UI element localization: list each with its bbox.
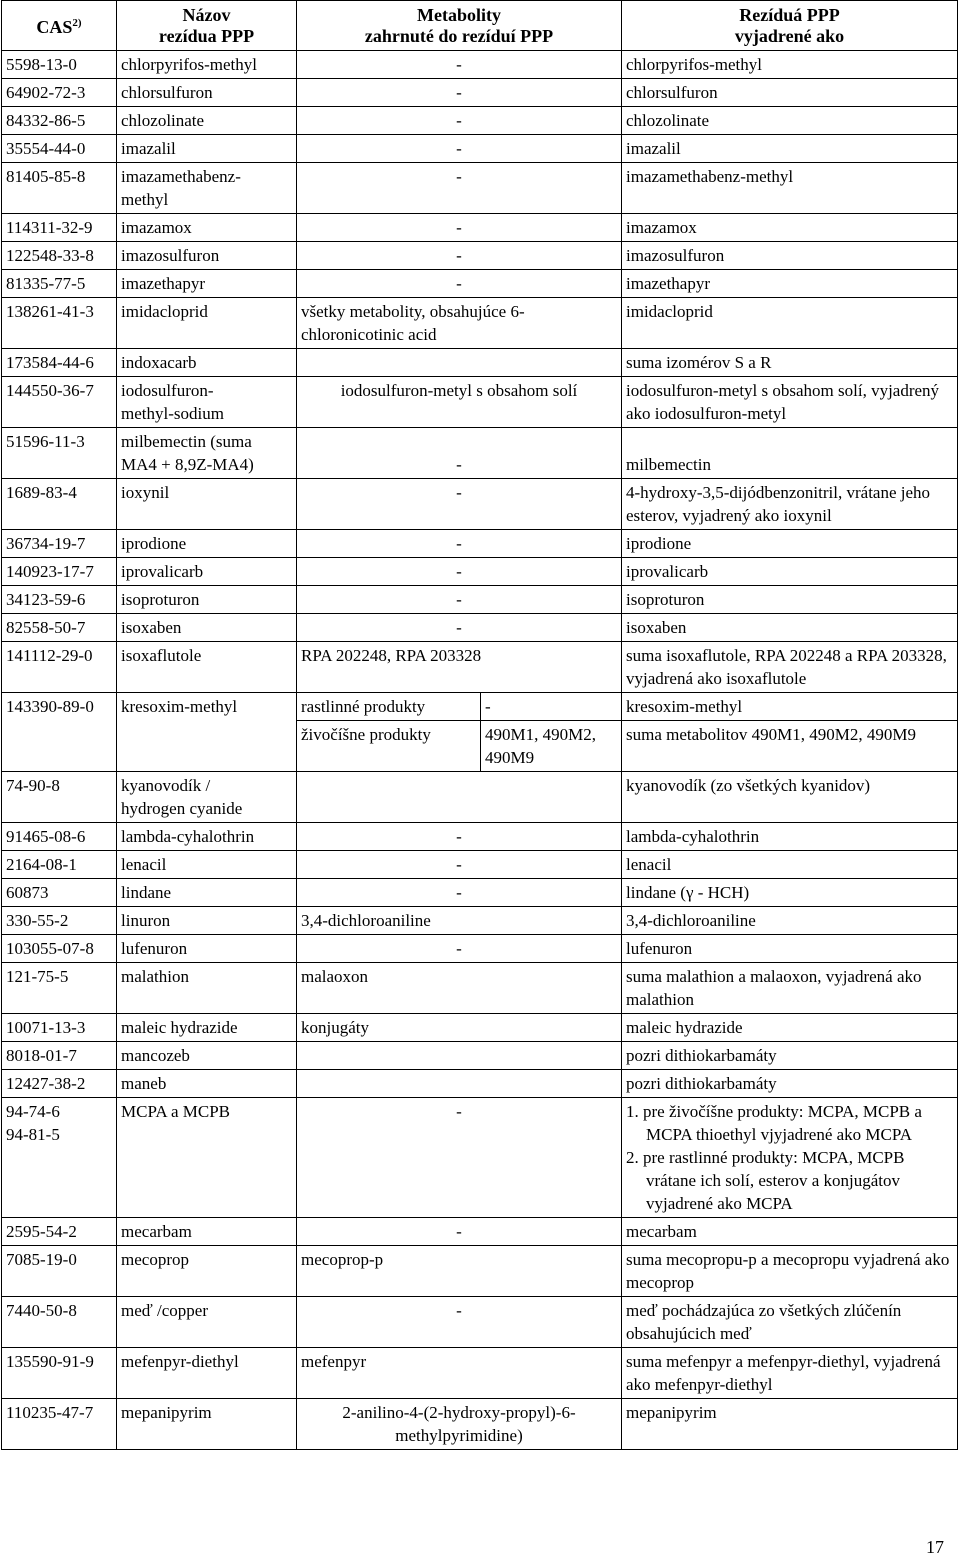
metabolite-cell: konjugáty [297, 1014, 622, 1042]
residue-cell: chlorsulfuron [622, 79, 958, 107]
name-cell: mecarbam [117, 1218, 297, 1246]
name-cell: MCPA a MCPB [117, 1098, 297, 1218]
table-row [2, 349, 958, 377]
metabolite-cell: - [297, 1218, 622, 1246]
metabolite-cell: mecoprop-p [297, 1246, 622, 1297]
header-residue: Rezíduá PPP vyjadrené ako [622, 1, 958, 51]
table-row [2, 772, 958, 823]
metabolite-cell: - [297, 1297, 622, 1348]
residue-cell: lambda-cyhalothrin [622, 823, 958, 851]
name-cell: iprodione [117, 530, 297, 558]
cas-cell: 110235-47-7 [2, 1399, 117, 1450]
residue-cell: imidacloprid [622, 298, 958, 349]
header-name: Názov rezídua PPP [117, 1, 297, 51]
name-cell: imazamethabenz-methyl [117, 163, 297, 214]
residue-cell: meď pochádzajúca zo všetkých zlúčenín obsahujúcich meď [622, 1297, 958, 1348]
cas-cell: 91465-08-6 [2, 823, 117, 851]
cas-cell: 74-90-8 [2, 772, 117, 823]
metabolite-cell: - [297, 879, 622, 907]
table-row [2, 558, 958, 586]
residue-cell: suma isoxaflutole, RPA 202248 a RPA 203328, vyjadrená ako isoxaflutole [622, 642, 958, 693]
residue-cell: maleic hydrazide [622, 1014, 958, 1042]
name-cell: imazamox [117, 214, 297, 242]
residue-cell: suma izomérov S a R [622, 349, 958, 377]
name-cell: lambda-cyhalothrin [117, 823, 297, 851]
cas-cell: 173584-44-6 [2, 349, 117, 377]
name-cell: ioxynil [117, 479, 297, 530]
cas-cell: 10071-13-3 [2, 1014, 117, 1042]
table-row [2, 907, 958, 935]
metabolite-cell: - [297, 1098, 622, 1218]
table-row [2, 1246, 958, 1297]
name-cell: lindane [117, 879, 297, 907]
residue-cell: pozri dithiokarbamáty [622, 1042, 958, 1070]
table-row [2, 51, 958, 79]
cas-cell: 12427-38-2 [2, 1070, 117, 1098]
cas-line: 94-74-6 [6, 1102, 60, 1121]
metabolite-cell: 2-anilino-4-(2-hydroxy-propyl)-6-methylpyrimidine) [297, 1399, 622, 1450]
name-cell: maneb [117, 1070, 297, 1098]
cas-cell: 144550-36-7 [2, 377, 117, 428]
cas-cell: 114311-32-9 [2, 214, 117, 242]
name-cell: meď /copper [117, 1297, 297, 1348]
metabolite-subgroup-label: rastlinné produkty [297, 693, 481, 720]
residue-cell: mecarbam [622, 1218, 958, 1246]
page-number: 17 [926, 1537, 944, 1557]
cas-line: 94-81-5 [6, 1125, 60, 1144]
table-row [2, 963, 958, 1014]
cas-cell: 60873 [2, 879, 117, 907]
residue-cell: suma malathion a malaoxon, vyjadrená ako malathion [622, 963, 958, 1014]
residue-cell: imazosulfuron [622, 242, 958, 270]
residue-cell: milbemectin [622, 428, 958, 479]
metabolite-subgroup-value: 490M1, 490M2, 490M9 [485, 725, 596, 767]
table-row [2, 479, 958, 530]
metabolite-cell: - [297, 558, 622, 586]
residue-cell: suma mefenpyr a mefenpyr-diethyl, vyjadrená ako mefenpyr-diethyl [622, 1348, 958, 1399]
name-cell: imazosulfuron [117, 242, 297, 270]
table-row [2, 1070, 958, 1098]
name-cell: kyanovodík / hydrogen cyanide [117, 772, 297, 823]
metabolite-cell: - [297, 586, 622, 614]
residue-cell: lindane (γ - HCH) [622, 879, 958, 907]
name-cell: lufenuron [117, 935, 297, 963]
name-cell: linuron [117, 907, 297, 935]
table-row [2, 242, 958, 270]
name-cell: chlozolinate [117, 107, 297, 135]
name-cell: iprovalicarb [117, 558, 297, 586]
name-cell: iodosulfuron-methyl-sodium [117, 377, 297, 428]
name-cell: lenacil [117, 851, 297, 879]
name-cell: indoxacarb [117, 349, 297, 377]
table-row [2, 530, 958, 558]
cas-cell: 64902-72-3 [2, 79, 117, 107]
metabolite-cell: - [297, 851, 622, 879]
metabolite-cell: - [297, 823, 622, 851]
name-cell: chlorpyrifos-methyl [117, 51, 297, 79]
residue-cell: iprodione [622, 530, 958, 558]
metabolite-cell: - [297, 270, 622, 298]
metabolite-cell: mefenpyr [297, 1348, 622, 1399]
cas-cell: 1689-83-4 [2, 479, 117, 530]
cas-cell: 36734-19-7 [2, 530, 117, 558]
cas-cell: 7440-50-8 [2, 1297, 117, 1348]
header-metabolites: Metabolity zahrnuté do rezíduí PPP [297, 1, 622, 51]
table-row [2, 614, 958, 642]
table-row [2, 935, 958, 963]
residue-cell: chlozolinate [622, 107, 958, 135]
name-cell: malathion [117, 963, 297, 1014]
table-row [2, 642, 958, 693]
table-row [2, 1014, 958, 1042]
residue-item-1: 1. pre živočíšne produkty: MCPA, MCPB a MCPA thioethyl vjyjadrené ako MCPA [626, 1102, 922, 1144]
table-row [2, 1042, 958, 1070]
residue-cell: 4-hydroxy-3,5-dijódbenzonitril, vrátane jeho esterov, vyjadrený ako ioxynil [622, 479, 958, 530]
residue-cell: isoxaben [622, 614, 958, 642]
residue-cell: lenacil [622, 851, 958, 879]
residue-cell: lufenuron [622, 935, 958, 963]
residue-line: suma metabolitov 490M1, 490M2, 490M9 [626, 725, 916, 744]
residue-cell: mepanipyrim [622, 1399, 958, 1450]
cas-cell: 34123-59-6 [2, 586, 117, 614]
table-row [2, 823, 958, 851]
cas-cell: 7085-19-0 [2, 1246, 117, 1297]
metabolite-cell [297, 772, 622, 823]
cas-cell [2, 1098, 117, 1218]
metabolite-subgroup-value: - [485, 697, 491, 716]
cas-cell: 81335-77-5 [2, 270, 117, 298]
header-cas: CAS$^{2)}$ [2, 1, 117, 51]
metabolite-cell: - [297, 614, 622, 642]
table-row [2, 879, 958, 907]
cas-cell: 135590-91-9 [2, 1348, 117, 1399]
table-row [2, 693, 958, 772]
residue-cell: chlorpyrifos-methyl [622, 51, 958, 79]
cas-cell: 82558-50-7 [2, 614, 117, 642]
metabolite-cell: - [297, 79, 622, 107]
residue-cell: imazethapyr [622, 270, 958, 298]
name-cell: imazethapyr [117, 270, 297, 298]
name-cell: isoproturon [117, 586, 297, 614]
table-row [2, 851, 958, 879]
name-cell: imazalil [117, 135, 297, 163]
cas-cell: 51596-11-3 [2, 428, 117, 479]
table-row [2, 1399, 958, 1450]
cas-cell: 8018-01-7 [2, 1042, 117, 1070]
table-row [2, 1218, 958, 1246]
residue-cell: 3,4-dichloroaniline [622, 907, 958, 935]
metabolite-cell: - [297, 163, 622, 214]
residue-table [1, 0, 958, 1450]
name-cell: maleic hydrazide [117, 1014, 297, 1042]
table-row [2, 1297, 958, 1348]
residue-cell: suma mecopropu-p a mecopropu vyjadrená ako mecoprop [622, 1246, 958, 1297]
metabolite-cell: - [297, 935, 622, 963]
table-row [2, 586, 958, 614]
name-cell: imidacloprid [117, 298, 297, 349]
table-row [2, 79, 958, 107]
table-row [2, 1098, 958, 1218]
residue-cell: iprovalicarb [622, 558, 958, 586]
name-cell: mepanipyrim [117, 1399, 297, 1450]
name-cell: mefenpyr-diethyl [117, 1348, 297, 1399]
cas-cell: 330-55-2 [2, 907, 117, 935]
cas-cell: 81405-85-8 [2, 163, 117, 214]
cas-cell: 143390-89-0 [2, 693, 117, 772]
table-row [2, 377, 958, 428]
residue-cell: pozri dithiokarbamáty [622, 1070, 958, 1098]
metabolite-cell: - [297, 135, 622, 163]
residue-cell: imazamox [622, 214, 958, 242]
name-cell: mancozeb [117, 1042, 297, 1070]
metabolite-cell: - [297, 51, 622, 79]
metabolite-cell: - [297, 479, 622, 530]
residue-cell: imazamethabenz-methyl [622, 163, 958, 214]
residue-cell [622, 1098, 958, 1218]
table-row [2, 1348, 958, 1399]
metabolite-cell: - [297, 428, 622, 479]
table-row [2, 298, 958, 349]
metabolite-cell: - [297, 242, 622, 270]
cas-cell: 2595-54-2 [2, 1218, 117, 1246]
cas-cell: 103055-07-8 [2, 935, 117, 963]
residue-cell: kyanovodík (zo všetkých kyanidov) [622, 772, 958, 823]
table-row [2, 428, 958, 479]
name-cell: chlorsulfuron [117, 79, 297, 107]
metabolite-cell [297, 693, 622, 772]
metabolite-cell: - [297, 530, 622, 558]
name-cell: isoxaflutole [117, 642, 297, 693]
metabolite-cell: 3,4-dichloroaniline [297, 907, 622, 935]
table-header-row [2, 1, 958, 51]
table-row [2, 107, 958, 135]
metabolite-cell: - [297, 214, 622, 242]
table-row [2, 214, 958, 242]
metabolite-cell [297, 1042, 622, 1070]
name-cell: kresoxim-methyl [117, 693, 297, 772]
metabolite-cell: iodosulfuron-metyl s obsahom solí [297, 377, 622, 428]
residue-cell: imazalil [622, 135, 958, 163]
name-cell: milbemectin (suma MA4 + 8,9Z-MA4) [117, 428, 297, 479]
metabolite-cell: - [297, 107, 622, 135]
metabolite-cell [297, 349, 622, 377]
name-cell: mecoprop [117, 1246, 297, 1297]
metabolite-cell: všetky metabolity, obsahujúce 6-chloronicotinic acid [297, 298, 622, 349]
cas-cell: 138261-41-3 [2, 298, 117, 349]
residue-item-2: 2. pre rastlinné produkty: MCPA, MCPB vrátane ich solí, esterov a konjugátov vyjadrené ako MCPA [626, 1148, 905, 1213]
table-row [2, 135, 958, 163]
residue-cell: isoproturon [622, 586, 958, 614]
cas-cell: 35554-44-0 [2, 135, 117, 163]
cas-cell: 140923-17-7 [2, 558, 117, 586]
metabolite-cell: malaoxon [297, 963, 622, 1014]
cas-cell: 121-75-5 [2, 963, 117, 1014]
residue-line: kresoxim-methyl [622, 693, 957, 721]
table-row [2, 270, 958, 298]
metabolite-cell: RPA 202248, RPA 203328 [297, 642, 622, 693]
cas-cell: 122548-33-8 [2, 242, 117, 270]
table-row [2, 163, 958, 214]
cas-cell: 2164-08-1 [2, 851, 117, 879]
residue-cell [622, 693, 958, 772]
name-cell: isoxaben [117, 614, 297, 642]
metabolite-subgroup-label: živočíšne produkty [297, 721, 481, 771]
residue-cell: iodosulfuron-metyl s obsahom solí, vyjadrený ako iodosulfuron-metyl [622, 377, 958, 428]
cas-cell: 5598-13-0 [2, 51, 117, 79]
cas-cell: 84332-86-5 [2, 107, 117, 135]
cas-cell: 141112-29-0 [2, 642, 117, 693]
metabolite-cell [297, 1070, 622, 1098]
